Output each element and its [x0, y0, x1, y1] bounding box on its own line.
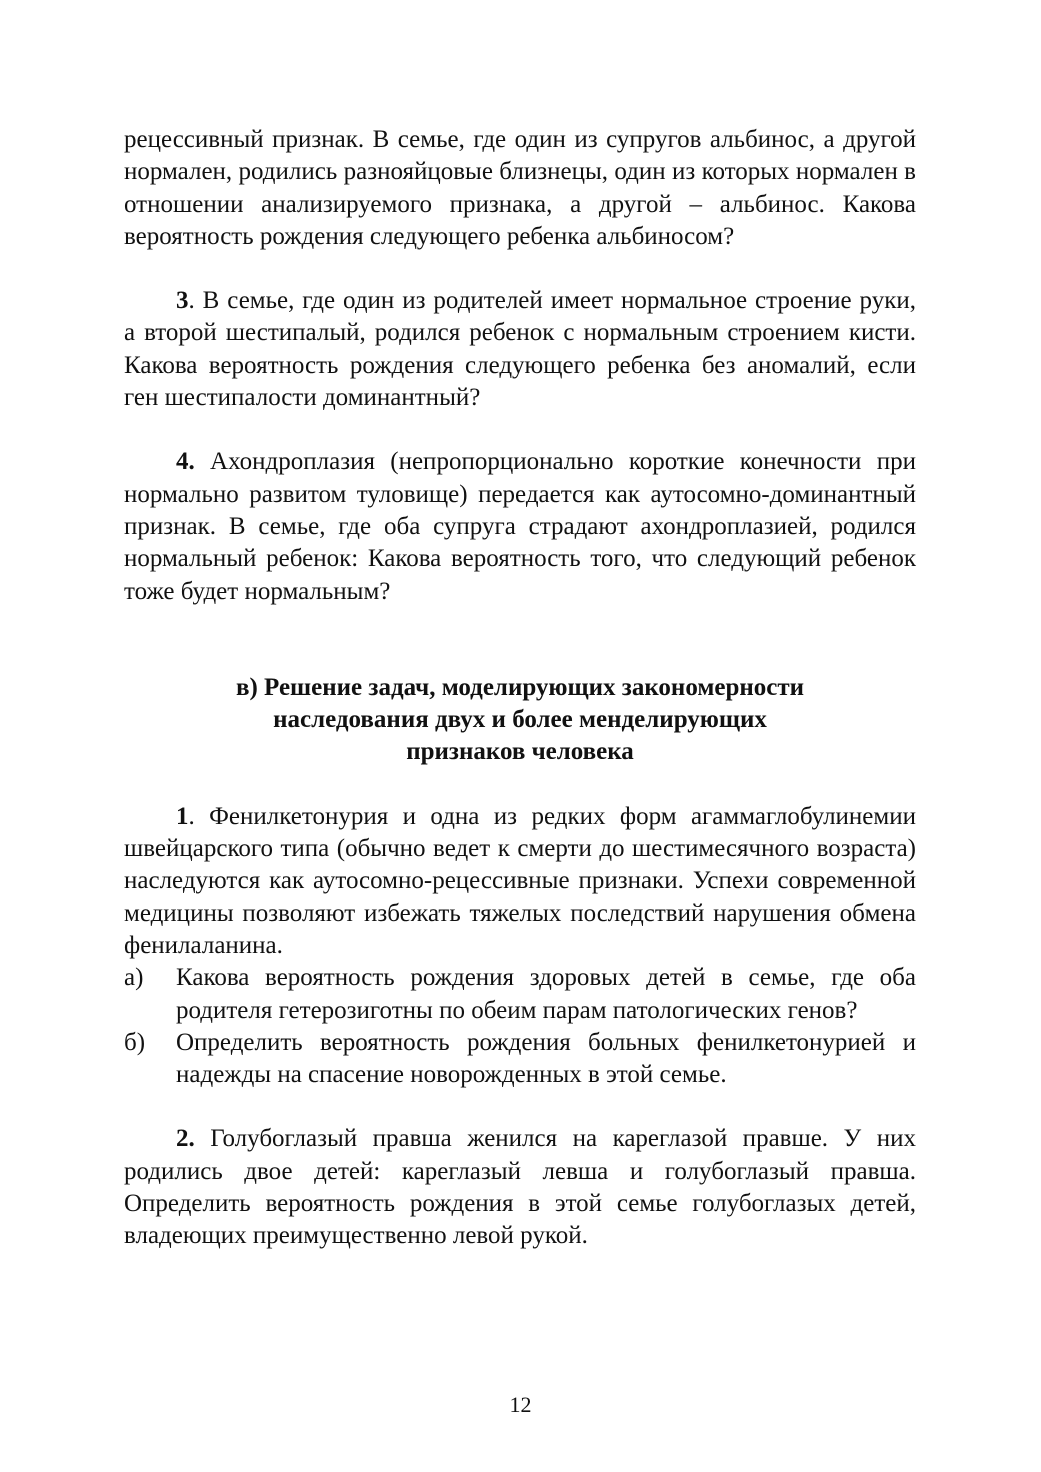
- list-item: [124, 962, 916, 1027]
- problem-number: 4.: [176, 448, 195, 476]
- problem-text: . В семье, где один из родителей имеет нормальное строение руки, а второй шестипалый, родился ребенок с нормальным строением кисти. Какова вероятность рождения следующего ребенка без аномалий, если ген шестипалости доминантный?: [124, 287, 916, 412]
- problem-text: Ахондроплазия (непропорционально короткие конечности при нормально развитом туловище) передается как аутосомно-доминантный признак. В семье, где оба супруга страдают ахондроплазией, родился нормальный ребенок: Какова вероятность того, что следующий ребенок тоже будет нормальным?: [124, 448, 916, 605]
- problem-4-paragraph: [124, 446, 916, 607]
- page-content: [124, 124, 916, 1253]
- problem-number: 2.: [176, 1125, 195, 1153]
- continuation-paragraph: рецессивный признак. В семье, где один из супругов альбинос, а другой нормален, родились разнояйцовые близнецы, один из которых нормален в отношении анализируемого признака, а другой – альбинос. Какова вероятность рождения следующего ребенка альбиносом?: [124, 126, 916, 250]
- section-heading-line: наследования двух и более менделирующих: [273, 706, 767, 734]
- section-heading-line: в) Решение задач, моделирующих закономерности: [235, 673, 805, 701]
- list-item-text: Какова вероятность рождения здоровых детей в семье, где оба родителя гетерозиготны по обеим парам патологических генов?: [176, 964, 916, 1024]
- problem-3-paragraph: [124, 285, 916, 414]
- problem-1-paragraph: [124, 801, 916, 962]
- list-marker: а): [124, 964, 144, 992]
- problem-number: 3: [176, 287, 189, 315]
- problem-text: Голубоглазый правша женился на кареглазой правше. У них родились двое детей: кареглазый левша и голубоглазый правша. Определить вероятность рождения в этой семье голубоглазых детей, владеющих преимущественно левой рукой.: [124, 1125, 916, 1250]
- problem-text: . Фенилкетонурия и одна из редких форм агаммаглобулинемии швейцарского типа (обычно ведет к смерти до шестимесячного возраста) наследуются как аутосомно-рецессивные признаки. Успехи современной медицины позволяют избежать тяжелых последствий нарушения обмена фенилаланина.: [124, 802, 916, 959]
- problem-2-paragraph: [124, 1123, 916, 1252]
- problem-number: 1: [176, 802, 189, 830]
- list-item: [124, 1027, 916, 1092]
- page-number: 12: [509, 1392, 532, 1417]
- section-heading: [124, 672, 916, 769]
- list-marker: б): [124, 1028, 146, 1056]
- list-item-text: Определить вероятность рождения больных фенилкетонурией и надежды на спасение новорожденных в этой семье.: [176, 1028, 916, 1089]
- section-heading-line: признаков человека: [406, 738, 634, 766]
